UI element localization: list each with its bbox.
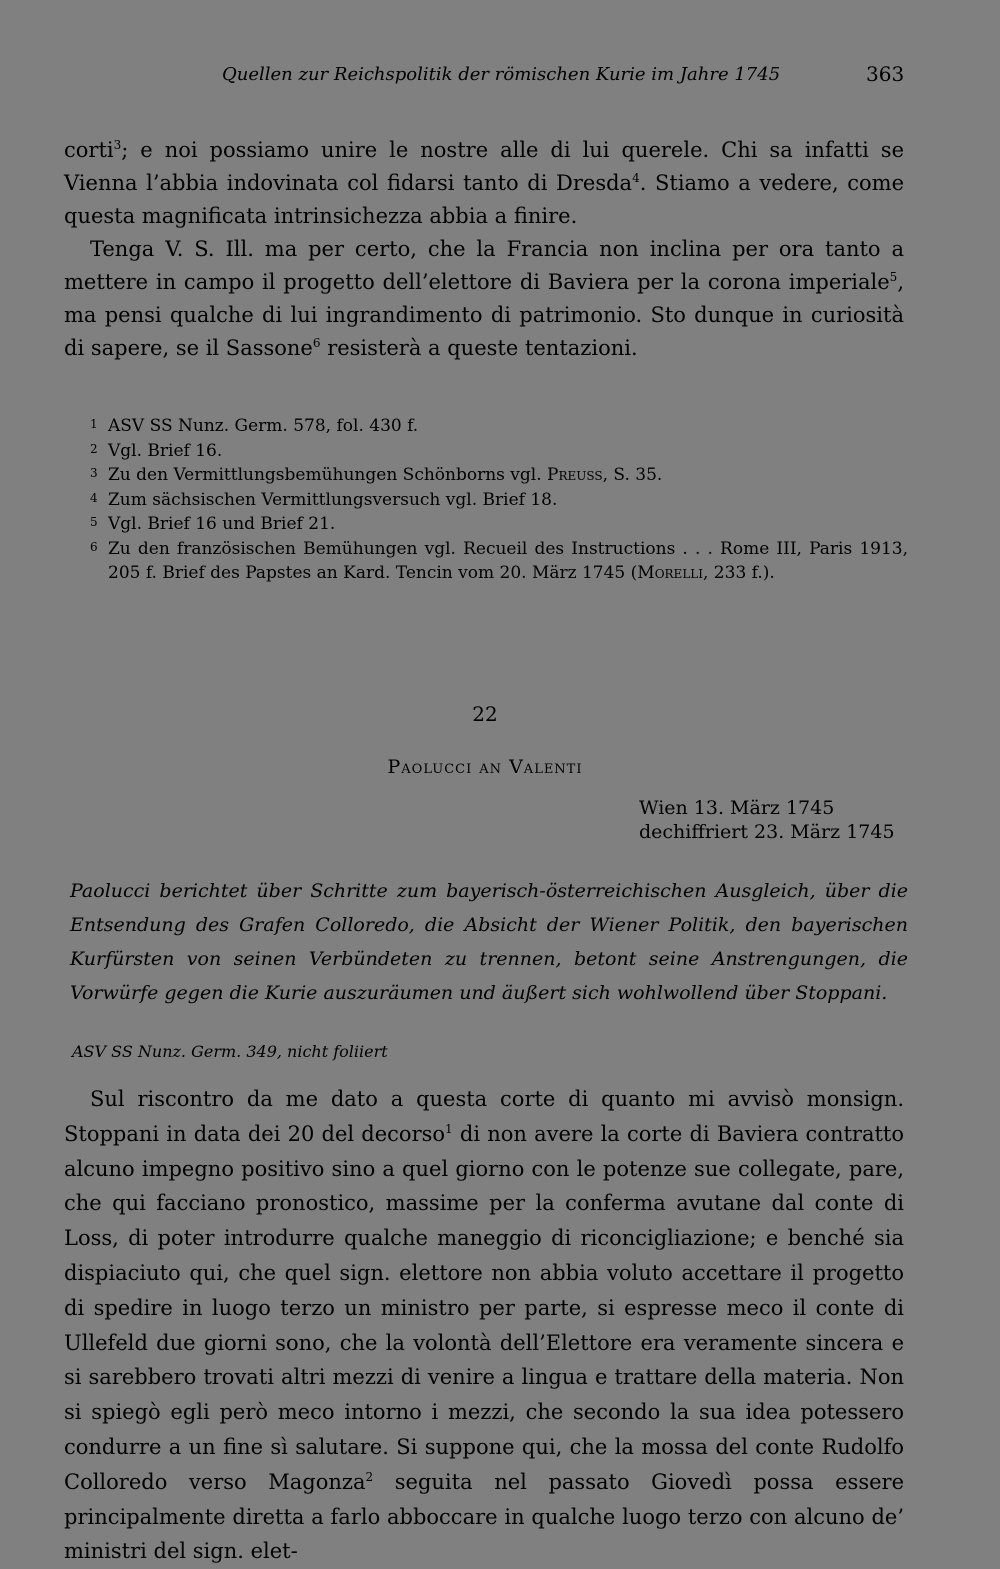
- footnote: 4 Zum sächsischen Vermittlungsversuch vgl. Brief 18.: [90, 489, 558, 510]
- archive-source: ASV SS Nunz. Germ. 349, nicht foliiert: [72, 1042, 388, 1061]
- dateline: [639, 796, 895, 844]
- footnote: 5 Vgl. Brief 16 und Brief 21.: [90, 514, 336, 534]
- footnote-ref: 5: [889, 270, 898, 284]
- footnotes: [66, 414, 908, 586]
- continuation-text: [64, 134, 904, 365]
- letter-text: [64, 1082, 904, 1569]
- footnote: 1 ASV SS Nunz. Germ. 578, fol. 430 f.: [90, 416, 419, 436]
- letter-paragraph: Sul riscontro da me dato a questa corte di quanto mi avvisò monsign. Stoppani in data dei 20 del decorso$^1$ di non avere la corte di Baviera contratto alcuno impegno positivo sino a quel giorno con le potenze sue collegate, pare, che qui facciano pronostico, massime per la conferma avutane dal conte di Loss, di poter introdurre qualche maneggio di riconcigliazione; e benché sia dispiaciuto qui, che quel sign. elettore non abbia voluto accettare il progetto di spedire in luogo terzo un ministro per parte, si espresse meco il conte di Ullefeld due giorni sono, che la volontà dell’Elettore era veramente sincera e si sarebbero trovati altri mezzi di venire a lingua e trattare della materia. Non si spiegò egli però meco intorno i mezzi, che secondo la sua idea potessero condurre a un fine sì salutare. Si suppone qui, che la mossa del conte Rudolfo Colloredo verso Magonza$^2$ seguita nel passato Giovedì possa essere principalmente diretta a farlo abboccare in qualche luogo terzo con alcuno de’ ministri del sign. elet-: [64, 1087, 904, 1564]
- continuation-paragraph-2: Tenga V. S. Ill. ma per certo, che la Francia non inclina per ora tanto a mettere in campo il progetto dell’elettore di Baviera per la corona imperiale$^5$, ma pensi qualche di lui ingrandimento di patrimonio. Sto dunque in curiosità di sapere, se il Sassone$^6$ resisterà a queste tentazioni.: [64, 237, 904, 360]
- document-title: Paolucci an Valenti: [387, 756, 583, 778]
- footnote: 6 Zu den französischen Bemühungen vgl. Recueil des Instructions . . . Rome III, Paris 1913, 205 f. Brief des Papstes an Kard. Tencin vom 20. März 1745 (Morelli, 233 f.).: [90, 538, 908, 583]
- footnote: 2 Vgl. Brief 16.: [90, 440, 223, 461]
- footnote-ref: 1: [445, 1121, 453, 1136]
- document-summary: Paolucci berichtet über Schritte zum bayerisch-österreichischen Ausgleich, über die Entsendung des Grafen Colloredo, die Absicht der Wiener Politik, den bayerischen Kurfürsten von seinen Verbündeten zu trennen, betont seine Anstrengungen, die Vorwürfe gegen die Kurie auszuräumen und äußert sich wohlwollend über Stoppani.: [70, 880, 908, 1004]
- footnote-ref: 3: [113, 138, 122, 152]
- continuation-paragraph-1: corti$^3$; e noi possiamo unire le nostre alle di lui querele. Chi sa infatti se Vienna l’abbia indovinata col fidarsi tanto di Dresda$^4$. Stiamo a vedere, come questa magnificata intrinsichezza abbia a finire.: [64, 138, 904, 228]
- running-header: Quellen zur Reichspolitik der römischen Kurie im Jahre 1745: [222, 64, 781, 85]
- place-date: Wien 13. März 1745: [639, 797, 835, 819]
- footnote: 3 Zu den Vermittlungsbemühungen Schönborns vgl. Preuss, S. 35.: [90, 465, 663, 485]
- document-number: 22: [472, 702, 498, 726]
- footnote-ref: 2: [365, 1469, 374, 1484]
- deciphered-date: dechiffriert 23. März 1745: [639, 821, 895, 843]
- footnote-ref: 4: [632, 171, 640, 185]
- page-number: 363: [866, 62, 905, 86]
- footnote-ref: 6: [312, 336, 321, 350]
